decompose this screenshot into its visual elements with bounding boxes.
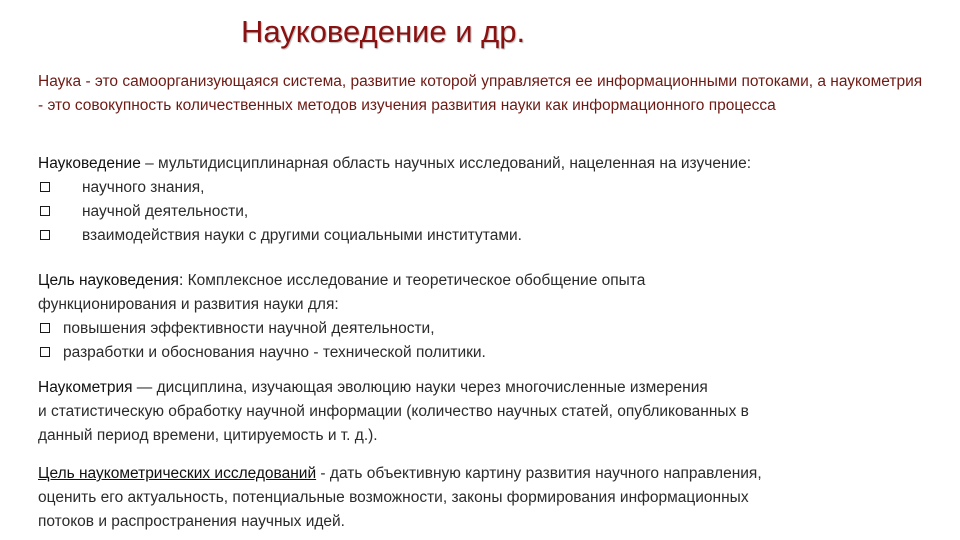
scientometrics-text: — дисциплина, изучающая эволюцию науки через многочисленные измерения xyxy=(132,379,708,396)
science-studies-definition-text: – мультидисциплинарная область научных исследований, нацеленная на изучение: xyxy=(140,155,752,172)
list-item-text: повышения эффективности научной деятельности, xyxy=(63,320,435,337)
list-item xyxy=(38,224,938,248)
scientometrics-line3: данный период времени, цитируемость и т. д.). xyxy=(38,427,378,444)
checkbox-bullet-icon xyxy=(40,347,50,357)
goal-scientometrics-text: - дать объективную картину развития научного направления, xyxy=(316,465,762,482)
scientometrics-section xyxy=(38,376,938,448)
list-item-text: взаимодействия науки с другими социальными институтами. xyxy=(82,227,522,244)
goal-scientometrics-line3: потоков и распространения научных идей. xyxy=(38,513,345,530)
science-studies-definition xyxy=(38,152,938,176)
scientometrics-line1 xyxy=(38,376,938,400)
science-studies-section xyxy=(38,152,938,248)
goal-science-studies-section xyxy=(38,269,938,365)
checkbox-bullet-icon xyxy=(40,323,50,333)
goal-scientometrics-term: Цель наукометрических исследований xyxy=(38,465,317,482)
goal-scientometrics-line1 xyxy=(38,462,938,486)
list-item xyxy=(38,176,938,200)
science-studies-term: Науковедение xyxy=(38,155,141,172)
intro-paragraph: Наука - это самоорганизующаяся система, развитие которой управляется ее информационными потоками, а наукометрия - это совокупность количественных методов изучения развития науки как информационного процесса xyxy=(38,73,923,114)
list-item-text: научного знания, xyxy=(82,179,205,196)
goal-science-studies-term: Цель науковедения: xyxy=(38,272,184,289)
goal-science-studies-line1 xyxy=(38,269,938,293)
list-item xyxy=(38,341,938,365)
slide-title: Науковедение и др. xyxy=(241,14,526,49)
goal-scientometrics-line2: оценить его актуальность, потенциальные возможности, законы формирования информационных xyxy=(38,489,749,506)
checkbox-bullet-icon xyxy=(40,206,50,216)
goal-scientometrics-section xyxy=(38,462,938,534)
list-item xyxy=(38,317,938,341)
checkbox-bullet-icon xyxy=(40,230,50,240)
list-item-text: разработки и обоснования научно - технической политики. xyxy=(63,344,486,361)
checkbox-bullet-icon xyxy=(40,182,50,192)
goal-science-studies-text: Комплексное исследование и теоретическое обобщение опыта xyxy=(183,272,646,289)
scientometrics-term: Наукометрия xyxy=(38,379,133,396)
list-item xyxy=(38,200,938,224)
scientometrics-line2: и статистическую обработку научной информации (количество научных статей, опубликованных в xyxy=(38,403,749,420)
list-item-text: научной деятельности, xyxy=(82,203,249,220)
goal-science-studies-line2: функционирования и развития науки для: xyxy=(38,296,339,313)
